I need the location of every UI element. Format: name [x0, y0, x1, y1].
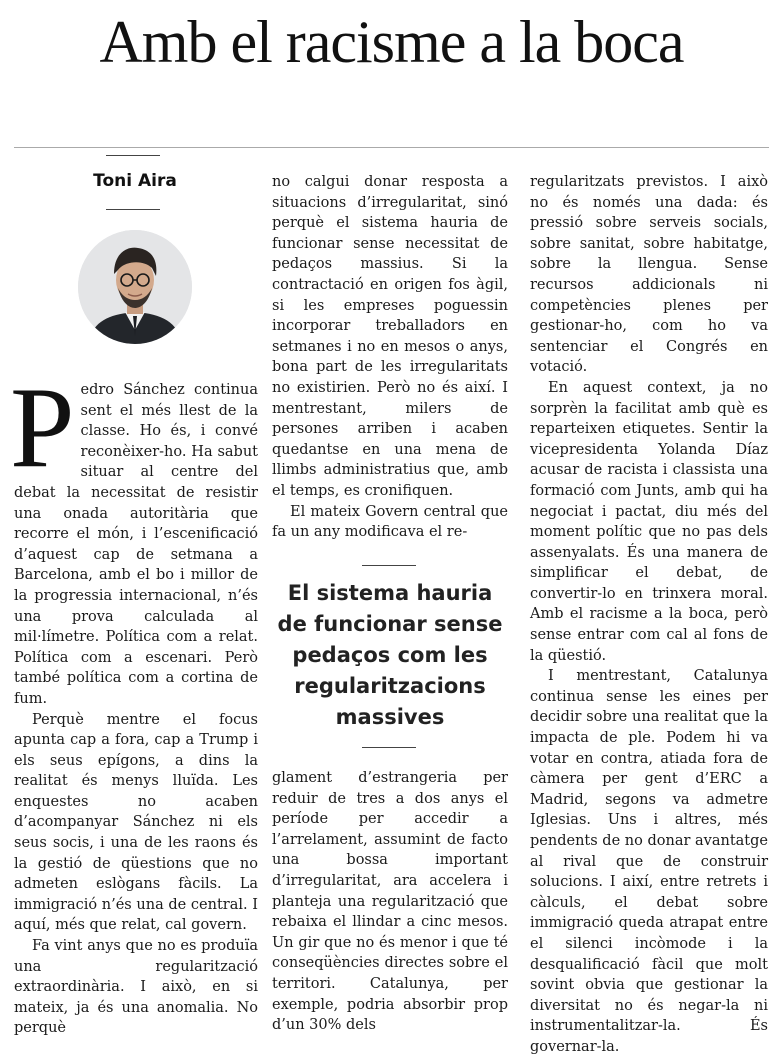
paragraph: En aquest context, ja no sorprèn la facilitat amb què es reparteixen etiquetes. Sentir la vicepresidenta Yolanda Díaz acusar de racista i classista una formació com Junts, amb qui ha negociat i pactat, diu més del moment polític que no pas dels assenyalats. És una manera de simplificar el debat, de convertir-lo en trinxera moral. Amb el racisme a la boca, però sense entrar com cal al fons de la qüestió. — [530, 379, 768, 664]
pull-quote-rule-bottom — [362, 747, 416, 748]
top-rule — [14, 147, 769, 148]
paragraph: El mateix Govern central que fa un any modificava el re- — [272, 503, 508, 541]
paragraph: I mentrestant, Catalunya continua sense les eines per decidir sobre una realitat que la impacta de ple. Podem hi va votar en contra, atiada fora de càmera per gent d’ERC a Madrid, segons va admetre Iglesias. Uns i altres, més pendents de no donar avantatge al rival que de construir solucions. I així, entre retrets i càlculs, el debat sobre immigració queda atrapat entre el silenci incòmode i la desqualificació fàcil que molt sovint obvia que gestionar la diversitat no és negar-la ni instrumentalitzar-la. És governar-la. — [530, 668, 768, 1055]
paragraph-lead: Pedro Sánchez continua sent el més llest de la classe. Ho és, i convé reconèixer-ho. Ha sabut situar al centre del debat la necessitat de resistir una onada autoritària que recorre el món, i l’escenificació d’aquest cap de setmana a Barcelona, amb el bo i millor de la progressia internacional, n’és una prova calculada al mil·límetre. Política com a relat. Política com a escenari. Però també política com a cortina de fum. — [10, 364, 258, 707]
author-photo — [78, 230, 192, 344]
pull-quote-rule-top — [362, 565, 416, 566]
headline: Amb el racisme a la boca — [99, 9, 684, 75]
author-rule-bottom — [106, 209, 160, 210]
paragraph: no calgui donar resposta a situacions d’irregularitat, sinó perquè el sistema hauria de funcionar sense necessitat de pedaços massius. Si la contractació en origen fos àgil, si les empreses poguessin incorporar treballadors en setmanes i no en mesos o anys, bona part de les irregularitats no existirien. Però no és així. I mentrestant, milers de persones arriben i acaben quedantse en una mena de llimbs administratius que, amb el temps, es cronifiquen. — [272, 174, 508, 499]
paragraph: Perquè mentre el focus apunta cap a fora, cap a Trump i els seus epígons, a dins la realitat és menys lluïda. Les enquestes no acaben d’acompanyar Sánchez ni els seus socis, i una de les raons és la gestió de qüestions que no admeten eslògans fàcils. La immigració n’és una de central. I aquí, més que relat, cal govern. — [14, 711, 258, 934]
pull-quote: El sistema hauria de funcionar sense pedaços com les regularitzacions massives — [277, 581, 503, 729]
drop-cap: P — [10, 364, 75, 492]
article-column-2-bottom — [272, 768, 508, 1036]
paragraph: glament d’estrangeria per reduir de tres a dos anys el període per accedir a l’arrelament, assumint de facto una bossa important d’irregularitat, ara accelera i planteja una regularització que rebaixa el llindar a cinc mesos. Un gir que no és menor i que té conseqüències directes sobre el territori. Catalunya, per exemple, podria absorbir prop d’un 30% dels — [272, 770, 508, 1034]
paragraph: Fa vint anys que no es produïa una regularització extraordinària. I això, en si mateix, ja és una anomalia. No perquè — [14, 938, 258, 1037]
article-column-3 — [530, 172, 768, 1058]
author-byline: Toni Aira — [93, 171, 177, 191]
paragraph: regularitzats previstos. I això no és només una dada: és pressió sobre serveis socials, sobre sanitat, sobre habitatge, sobre la llengua. Sense recursos addicionals ni competències plenes per gestionar-ho, com ho va sentenciar el Congrés en votació. — [530, 174, 768, 376]
author-rule-top — [106, 155, 160, 156]
article-column-1 — [10, 364, 258, 1039]
author-portrait-icon — [78, 230, 192, 344]
article-column-2-top — [272, 172, 508, 543]
